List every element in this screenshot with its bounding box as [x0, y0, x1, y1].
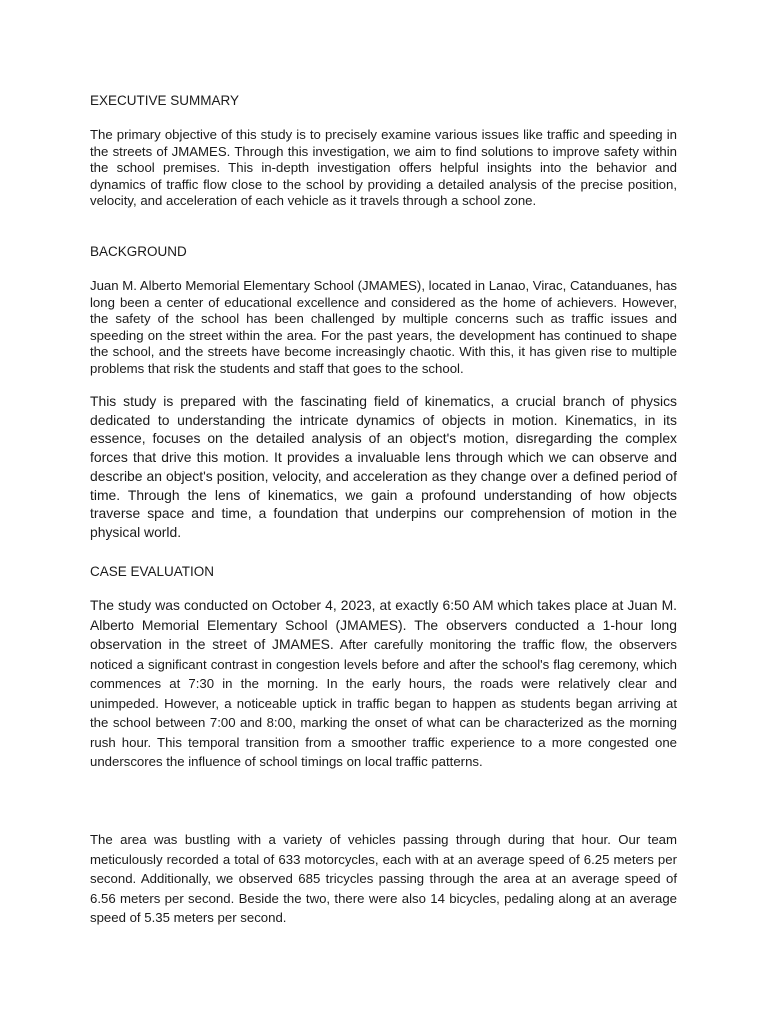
- case-evaluation-paragraph-1-rest: After carefully monitoring the traffic flow, the observers noticed a significant contrast in congestion levels before and after the school's flag ceremony, which commences at 7:30 in the morning. In the early hours, the roads were relatively clear and unimpeded. However, a noticeable uptick in traffic began to happen as students began arriving at the school between 7:00 and 8:00, marking the onset of what can be characterized as the morning rush hour. This temporal transition from a smoother traffic experience to a more congested one underscores the influence of school timings on local traffic patterns.: [90, 637, 677, 769]
- case-evaluation-paragraph-1: [90, 596, 677, 772]
- background-heading: BACKGROUND: [90, 244, 187, 259]
- executive-summary-paragraph: The primary objective of this study is to precisely examine various issues like traffic and speeding in the streets of JMAMES. Through this investigation, we aim to find solutions to improve safety within the school premises. This in-depth investigation offers helpful insights into the behavior and dynamics of traffic flow close to the school by providing a detailed analysis of the precise position, velocity, and acceleration of each vehicle as it travels through a school zone.: [90, 127, 677, 209]
- executive-summary-heading: EXECUTIVE SUMMARY: [90, 93, 240, 108]
- background-paragraph-2: This study is prepared with the fascinating field of kinematics, a crucial branch of physics dedicated to understanding the intricate dynamics of objects in motion. Kinematics, in its essence, focuses on the detailed analysis of an object's motion, disregarding the complex forces that drive this motion. It provides a invaluable lens through which we can observe and describe an object's position, velocity, and acceleration as they change over a defined period of time. Through the lens of kinematics, we gain a profound understanding of how objects traverse space and time, a foundation that underpins our comprehension of motion in the physical world.: [90, 393, 677, 540]
- background-paragraph-1: Juan M. Alberto Memorial Elementary School (JMAMES), located in Lanao, Virac, Catanduanes, has long been a center of educational excellence and considered as the home of achievers. However, the safety of the school has been challenged by multiple concerns such as traffic issues and speeding on the street within the area. For the past years, the development has continued to shape the school, and the streets have become increasingly chaotic. With this, it has given rise to multiple problems that risk the students and staff that goes to the school.: [90, 278, 677, 376]
- case-evaluation-paragraph-1-lead: The study was conducted on October 4, 2023, at exactly 6:50 AM which takes place at Juan M. Alberto Memorial Elementary School (JMAMES). The observers conducted a 1-hour long observation in the street of JMAMES.: [90, 597, 677, 652]
- case-evaluation-paragraph-2: The area was bustling with a variety of vehicles passing through during that hour. Our team meticulously recorded a total of 633 motorcycles, each with at an average speed of 6.25 meters per second. Additionally, we observed 685 tricycles passing through the area at an average speed of 6.56 meters per second. Beside the two, there were also 14 bicycles, pedaling along at an average speed of 5.35 meters per second.: [90, 832, 677, 925]
- case-evaluation-heading: CASE EVALUATION: [90, 564, 215, 579]
